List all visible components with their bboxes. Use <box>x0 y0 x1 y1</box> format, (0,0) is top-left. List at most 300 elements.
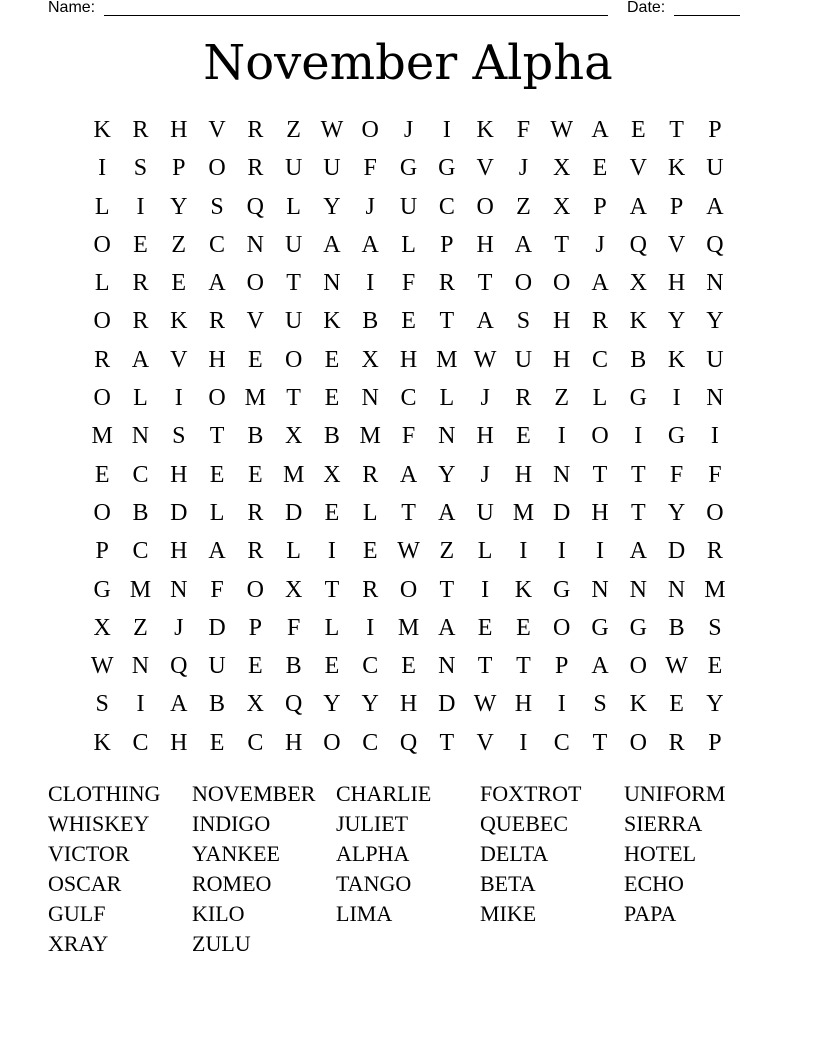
grid-letter[interactable]: Y <box>667 308 686 335</box>
grid-letter[interactable]: U <box>208 653 226 680</box>
grid-letter[interactable]: J <box>595 231 605 258</box>
grid-letter[interactable]: A <box>208 270 226 297</box>
grid-letter[interactable]: T <box>630 499 646 526</box>
grid-letter[interactable]: T <box>592 461 608 488</box>
grid-letter[interactable]: Y <box>323 193 341 220</box>
grid-letter[interactable]: E <box>248 461 263 488</box>
grid-letter[interactable]: E <box>171 270 187 297</box>
word-list-item: UNIFORM <box>624 781 726 806</box>
grid-letter[interactable]: I <box>672 385 681 412</box>
grid-letter[interactable]: L <box>439 385 455 412</box>
grid-letter[interactable]: R <box>209 308 226 335</box>
grid-letter[interactable]: V <box>476 729 494 756</box>
grid-letter[interactable]: G <box>399 155 418 182</box>
grid-letter[interactable]: N <box>438 653 456 680</box>
grid-letter[interactable]: D <box>553 499 571 526</box>
grid-letter[interactable]: E <box>401 308 416 335</box>
grid-letter[interactable]: G <box>553 576 571 603</box>
grid-letter[interactable]: E <box>209 461 225 488</box>
grid-letter[interactable]: L <box>94 270 110 297</box>
grid-letter[interactable]: A <box>706 193 724 220</box>
grid-letter[interactable]: A <box>591 117 609 143</box>
grid-letter[interactable]: E <box>401 653 416 680</box>
grid-letter[interactable]: I <box>634 423 643 450</box>
grid-letter[interactable]: H <box>399 691 418 718</box>
grid-letter[interactable]: H <box>170 117 188 143</box>
grid-letter[interactable]: C <box>362 729 379 756</box>
grid-letter[interactable]: H <box>170 461 188 488</box>
grid-letter[interactable]: N <box>591 576 609 603</box>
grid-letter[interactable]: F <box>286 614 301 641</box>
grid-letter[interactable]: E <box>324 346 340 373</box>
grid-letter[interactable]: W <box>665 653 688 680</box>
grid-letter[interactable]: N <box>706 385 724 412</box>
grid-letter[interactable]: F <box>669 461 684 488</box>
grid-letter[interactable]: L <box>324 614 340 641</box>
grid-letter[interactable]: U <box>284 155 303 182</box>
grid-letter[interactable]: N <box>323 270 341 297</box>
grid-letter[interactable]: X <box>629 270 647 297</box>
grid-letter[interactable]: A <box>629 538 647 565</box>
grid-letter[interactable]: L <box>286 193 301 220</box>
grid-letter[interactable]: J <box>174 614 184 641</box>
grid-letter[interactable]: N <box>438 423 456 450</box>
grid-letter[interactable]: A <box>438 614 456 641</box>
grid-letter[interactable]: U <box>323 155 341 182</box>
grid-letter[interactable]: B <box>668 614 685 641</box>
grid-letter[interactable]: K <box>514 576 533 603</box>
grid-letter[interactable]: E <box>592 155 608 182</box>
grid-letter[interactable]: T <box>286 385 301 412</box>
grid-letter[interactable]: W <box>473 691 497 718</box>
grid-letter[interactable]: R <box>247 499 264 526</box>
grid-letter[interactable]: M <box>91 423 113 450</box>
grid-letter[interactable]: Z <box>439 538 455 565</box>
grid-letter[interactable]: O <box>476 193 494 220</box>
grid-letter[interactable]: O <box>514 270 533 297</box>
grid-letter[interactable]: G <box>629 385 647 412</box>
grid-letter[interactable]: C <box>438 193 455 220</box>
grid-letter[interactable]: C <box>247 729 264 756</box>
grid-letter[interactable]: B <box>132 499 149 526</box>
grid-letter[interactable]: B <box>285 653 302 680</box>
grid-letter[interactable]: N <box>246 231 264 258</box>
grid-letter[interactable]: T <box>516 653 531 680</box>
grid-letter[interactable]: R <box>132 270 149 297</box>
grid-letter[interactable]: H <box>667 270 686 297</box>
grid-letter[interactable]: Y <box>438 461 456 488</box>
grid-letter[interactable]: R <box>668 729 685 756</box>
grid-letter[interactable]: O <box>284 346 303 373</box>
grid-letter[interactable]: B <box>630 346 647 373</box>
grid-letter[interactable]: K <box>667 155 686 182</box>
grid-letter[interactable]: N <box>629 576 647 603</box>
grid-letter[interactable]: K <box>629 691 647 718</box>
grid-letter[interactable]: U <box>476 499 494 526</box>
grid-letter[interactable]: H <box>514 461 533 488</box>
grid-letter[interactable]: S <box>172 423 186 450</box>
grid-letter[interactable]: H <box>591 499 609 526</box>
grid-letter[interactable]: R <box>362 461 379 488</box>
grid-letter[interactable]: C <box>592 346 609 373</box>
grid-letter[interactable]: V <box>629 155 647 182</box>
grid-letter[interactable]: T <box>630 461 646 488</box>
word-list-item: KILO <box>192 901 245 926</box>
grid-letter[interactable]: O <box>208 385 226 412</box>
grid-letter[interactable]: E <box>477 614 493 641</box>
grid-letter[interactable]: E <box>362 538 378 565</box>
word-list-item: FOXTROT <box>480 781 582 806</box>
grid-letter[interactable]: R <box>706 538 723 565</box>
grid-letter[interactable]: R <box>515 385 532 412</box>
grid-letter[interactable]: J <box>480 461 490 488</box>
grid-letter[interactable]: O <box>553 614 571 641</box>
grid-letter[interactable]: Z <box>554 385 570 412</box>
grid-letter[interactable]: U <box>284 308 303 335</box>
grid-letter[interactable]: T <box>554 231 570 258</box>
grid-letter[interactable]: U <box>284 231 303 258</box>
grid-letter[interactable]: R <box>132 308 149 335</box>
grid-letter[interactable]: X <box>246 691 264 718</box>
grid-letter[interactable]: L <box>401 231 416 258</box>
grid-letter[interactable]: S <box>133 155 148 182</box>
grid-letter[interactable]: F <box>363 155 377 182</box>
grid-letter[interactable]: H <box>399 346 418 373</box>
grid-letter[interactable]: X <box>284 423 303 450</box>
grid-letter[interactable]: Q <box>706 231 724 258</box>
grid-letter[interactable]: F <box>210 576 224 603</box>
grid-letter[interactable]: I <box>481 576 490 603</box>
grid-letter[interactable]: L <box>133 385 148 412</box>
grid-letter[interactable]: X <box>323 461 341 488</box>
grid-letter[interactable]: N <box>170 576 188 603</box>
grid-letter[interactable]: R <box>592 308 609 335</box>
grid-letter[interactable]: O <box>93 308 111 335</box>
grid-letter[interactable]: I <box>596 538 604 565</box>
grid-letter[interactable]: K <box>170 308 188 335</box>
grid-letter[interactable]: U <box>399 193 418 220</box>
grid-letter[interactable]: E <box>248 653 263 680</box>
grid-letter[interactable]: T <box>477 270 493 297</box>
grid-letter[interactable]: O <box>323 729 341 756</box>
grid-letter[interactable]: M <box>397 614 420 641</box>
grid-letter[interactable]: L <box>209 499 225 526</box>
grid-letter[interactable]: D <box>667 538 686 565</box>
grid-letter[interactable]: O <box>706 499 724 526</box>
grid-letter[interactable]: E <box>707 653 723 680</box>
grid-letter[interactable]: D <box>170 499 188 526</box>
grid-letter[interactable]: W <box>550 117 574 143</box>
grid-letter[interactable]: E <box>324 385 340 412</box>
grid-letter[interactable]: D <box>208 614 226 641</box>
grid-letter[interactable]: Q <box>246 193 264 220</box>
grid-letter[interactable]: V <box>476 155 494 182</box>
grid-letter[interactable]: T <box>324 576 340 603</box>
grid-letter[interactable]: C <box>132 538 149 565</box>
grid-letter[interactable]: R <box>247 117 264 143</box>
grid-letter[interactable]: E <box>324 499 340 526</box>
grid-letter[interactable]: U <box>514 346 533 373</box>
grid-letter[interactable]: O <box>629 653 647 680</box>
grid-letter[interactable]: V <box>667 231 686 258</box>
grid-letter[interactable]: I <box>557 423 566 450</box>
grid-letter[interactable]: R <box>247 155 264 182</box>
grid-letter[interactable]: M <box>244 385 266 412</box>
grid-letter[interactable]: F <box>401 270 416 297</box>
grid-letter[interactable]: U <box>706 346 724 373</box>
grid-letter[interactable]: F <box>401 423 416 450</box>
grid-letter[interactable]: N <box>553 461 571 488</box>
grid-letter[interactable]: U <box>706 155 724 182</box>
grid-letter[interactable]: Y <box>323 691 341 718</box>
grid-letter[interactable]: I <box>327 538 336 565</box>
name-blank-line[interactable] <box>104 15 608 16</box>
grid-letter[interactable]: W <box>90 653 114 680</box>
grid-letter[interactable]: V <box>170 346 188 373</box>
grid-letter[interactable]: Z <box>516 193 531 220</box>
grid-letter[interactable]: A <box>591 270 609 297</box>
grid-letter[interactable]: C <box>362 653 379 680</box>
grid-letter[interactable]: C <box>132 461 149 488</box>
grid-letter[interactable]: H <box>208 346 226 373</box>
grid-letter[interactable]: A <box>591 653 609 680</box>
grid-letter[interactable]: L <box>477 538 493 565</box>
grid-letter[interactable]: A <box>170 691 188 718</box>
grid-letter[interactable]: O <box>591 423 609 450</box>
grid-letter[interactable]: O <box>246 270 264 297</box>
grid-letter[interactable]: S <box>516 308 531 335</box>
grid-letter[interactable]: K <box>93 729 111 756</box>
grid-letter[interactable]: A <box>399 461 418 488</box>
grid-letter[interactable]: R <box>438 270 455 297</box>
grid-letter[interactable]: P <box>708 729 722 756</box>
grid-letter[interactable]: I <box>557 538 566 565</box>
grid-letter[interactable]: O <box>553 270 571 297</box>
grid-letter[interactable]: J <box>518 155 529 182</box>
grid-letter[interactable]: I <box>136 691 145 718</box>
grid-letter[interactable]: J <box>365 193 375 220</box>
grid-letter[interactable]: C <box>209 231 226 258</box>
grid-letter[interactable]: I <box>98 155 107 182</box>
grid-letter[interactable]: Y <box>706 308 724 335</box>
grid-letter[interactable]: K <box>629 308 647 335</box>
grid-letter[interactable]: A <box>438 499 456 526</box>
grid-letter[interactable]: A <box>131 346 150 373</box>
grid-letter[interactable]: J <box>480 385 490 412</box>
grid-letter[interactable]: L <box>286 538 301 565</box>
grid-letter[interactable]: D <box>438 691 456 718</box>
grid-letter[interactable]: P <box>708 117 722 143</box>
grid-letter[interactable]: Y <box>361 691 379 718</box>
grid-letter[interactable]: N <box>131 653 150 680</box>
grid-letter[interactable]: B <box>247 423 264 450</box>
grid-letter[interactable]: I <box>710 423 719 450</box>
grid-letter[interactable]: O <box>629 729 647 756</box>
grid-letter[interactable]: T <box>477 653 493 680</box>
word-list-item: SIERRA <box>624 811 703 836</box>
grid-letter[interactable]: Q <box>284 691 303 718</box>
date-blank-line[interactable] <box>674 15 740 16</box>
grid-letter[interactable]: S <box>95 691 109 718</box>
grid-letter[interactable]: D <box>284 499 303 526</box>
grid-letter[interactable]: R <box>362 576 379 603</box>
grid-letter[interactable]: L <box>94 193 110 220</box>
grid-letter[interactable]: F <box>708 461 722 488</box>
grid-letter[interactable]: G <box>93 576 111 603</box>
grid-letter[interactable]: A <box>323 231 341 258</box>
grid-letter[interactable]: I <box>366 270 375 297</box>
grid-letter[interactable]: N <box>706 270 724 297</box>
grid-letter[interactable]: K <box>667 346 686 373</box>
grid-letter[interactable]: J <box>403 117 414 143</box>
grid-letter[interactable]: E <box>630 117 646 143</box>
grid-letter[interactable]: R <box>132 117 149 143</box>
grid-letter[interactable]: X <box>361 346 379 373</box>
grid-letter[interactable]: Z <box>286 117 301 143</box>
grid-letter[interactable]: P <box>669 193 684 220</box>
grid-letter[interactable]: O <box>93 385 111 412</box>
word-list-item: GULF <box>48 901 106 926</box>
grid-letter[interactable]: P <box>593 193 607 220</box>
grid-letter[interactable]: T <box>439 729 455 756</box>
grid-letter[interactable]: A <box>361 231 379 258</box>
grid-letter[interactable]: S <box>708 614 722 641</box>
grid-letter[interactable]: B <box>362 308 379 335</box>
grid-letter[interactable]: Z <box>133 614 148 641</box>
grid-letter[interactable]: V <box>208 117 226 143</box>
grid-letter[interactable]: P <box>172 155 186 182</box>
grid-letter[interactable]: E <box>516 423 531 450</box>
grid-letter[interactable]: Y <box>170 193 188 220</box>
grid-letter[interactable]: P <box>555 653 569 680</box>
grid-letter[interactable]: P <box>440 231 454 258</box>
grid-letter[interactable]: X <box>553 155 571 182</box>
grid-letter[interactable]: E <box>324 653 340 680</box>
grid-letter[interactable]: Z <box>171 231 187 258</box>
grid-letter[interactable]: H <box>476 231 494 258</box>
grid-letter[interactable]: P <box>248 614 263 641</box>
grid-letter[interactable]: E <box>209 729 225 756</box>
grid-letter[interactable]: H <box>170 729 188 756</box>
grid-letter[interactable]: X <box>553 193 571 220</box>
grid-letter[interactable]: Y <box>667 499 686 526</box>
grid-letter[interactable]: W <box>397 538 420 565</box>
grid-letter[interactable]: I <box>442 117 451 143</box>
grid-letter[interactable]: O <box>93 499 111 526</box>
grid-letter[interactable]: W <box>320 117 344 143</box>
grid-letter[interactable]: T <box>669 117 684 143</box>
grid-letter[interactable]: I <box>174 385 183 412</box>
grid-letter[interactable]: Y <box>706 691 724 718</box>
grid-letter[interactable]: O <box>246 576 264 603</box>
grid-letter[interactable]: T <box>439 308 455 335</box>
grid-letter[interactable]: R <box>94 346 111 373</box>
grid-letter[interactable]: E <box>669 691 684 718</box>
grid-letter[interactable]: A <box>208 538 226 565</box>
grid-letter[interactable]: K <box>93 117 111 143</box>
grid-letter[interactable]: B <box>323 423 340 450</box>
grid-letter[interactable]: F <box>516 117 531 143</box>
grid-letter[interactable]: H <box>476 423 494 450</box>
grid-letter[interactable]: A <box>514 231 533 258</box>
grid-letter[interactable]: O <box>361 117 379 143</box>
grid-letter[interactable]: I <box>557 691 566 718</box>
grid-letter[interactable]: Q <box>399 729 418 756</box>
grid-letter[interactable]: E <box>248 346 263 373</box>
grid-letter[interactable]: E <box>94 461 110 488</box>
grid-letter[interactable]: M <box>436 346 458 373</box>
grid-letter[interactable]: H <box>284 729 303 756</box>
grid-letter[interactable]: L <box>362 499 378 526</box>
grid-letter[interactable]: T <box>592 729 608 756</box>
grid-letter[interactable]: V <box>246 308 264 335</box>
grid-letter[interactable]: X <box>93 614 111 641</box>
grid-letter[interactable]: N <box>667 576 686 603</box>
grid-letter[interactable]: N <box>361 385 379 412</box>
grid-letter[interactable]: I <box>136 193 145 220</box>
word-list-item: ALPHA <box>336 841 410 866</box>
grid-letter[interactable]: K <box>323 308 341 335</box>
grid-letter[interactable]: T <box>401 499 416 526</box>
grid-letter[interactable]: N <box>131 423 150 450</box>
grid-letter[interactable]: M <box>704 576 726 603</box>
grid-letter[interactable]: O <box>208 155 226 182</box>
grid-letter[interactable]: O <box>399 576 418 603</box>
grid-letter[interactable]: Q <box>170 653 188 680</box>
grid-letter[interactable]: G <box>438 155 456 182</box>
grid-letter[interactable]: W <box>473 346 497 373</box>
grid-letter[interactable]: G <box>629 614 647 641</box>
grid-letter[interactable]: T <box>286 270 301 297</box>
grid-letter[interactable]: B <box>209 691 226 718</box>
grid-letter[interactable]: T <box>439 576 455 603</box>
grid-letter[interactable]: R <box>247 538 264 565</box>
grid-letter[interactable]: I <box>519 538 528 565</box>
grid-letter[interactable]: E <box>516 614 531 641</box>
grid-letter[interactable]: X <box>284 576 303 603</box>
grid-letter[interactable]: I <box>519 729 528 756</box>
grid-letter[interactable]: M <box>512 499 535 526</box>
grid-letter[interactable]: A <box>476 308 494 335</box>
grid-letter[interactable]: Q <box>629 231 647 258</box>
grid-letter[interactable]: G <box>667 423 686 450</box>
grid-letter[interactable]: M <box>129 576 152 603</box>
word-list-item: PAPA <box>624 901 677 926</box>
grid-letter[interactable]: L <box>592 385 608 412</box>
grid-letter[interactable]: E <box>133 231 148 258</box>
grid-letter[interactable]: H <box>553 346 571 373</box>
grid-letter[interactable]: K <box>476 117 494 143</box>
grid-letter[interactable]: A <box>629 193 647 220</box>
grid-letter[interactable]: H <box>514 691 533 718</box>
grid-letter[interactable]: S <box>210 193 224 220</box>
word-list-item: QUEBEC <box>480 811 568 836</box>
grid-letter[interactable]: C <box>132 729 149 756</box>
grid-letter[interactable]: I <box>366 614 375 641</box>
grid-letter[interactable]: O <box>93 231 111 258</box>
grid-letter[interactable]: T <box>209 423 225 450</box>
page-title: November Alpha <box>203 35 613 91</box>
grid-letter[interactable]: C <box>400 385 417 412</box>
grid-letter[interactable]: H <box>553 308 571 335</box>
grid-letter[interactable]: M <box>359 423 381 450</box>
grid-letter[interactable]: C <box>553 729 570 756</box>
grid-letter[interactable]: M <box>282 461 305 488</box>
grid-letter[interactable]: P <box>95 538 109 565</box>
grid-letter[interactable]: H <box>170 538 188 565</box>
grid-letter[interactable]: S <box>593 691 607 718</box>
grid-letter[interactable]: G <box>591 614 609 641</box>
